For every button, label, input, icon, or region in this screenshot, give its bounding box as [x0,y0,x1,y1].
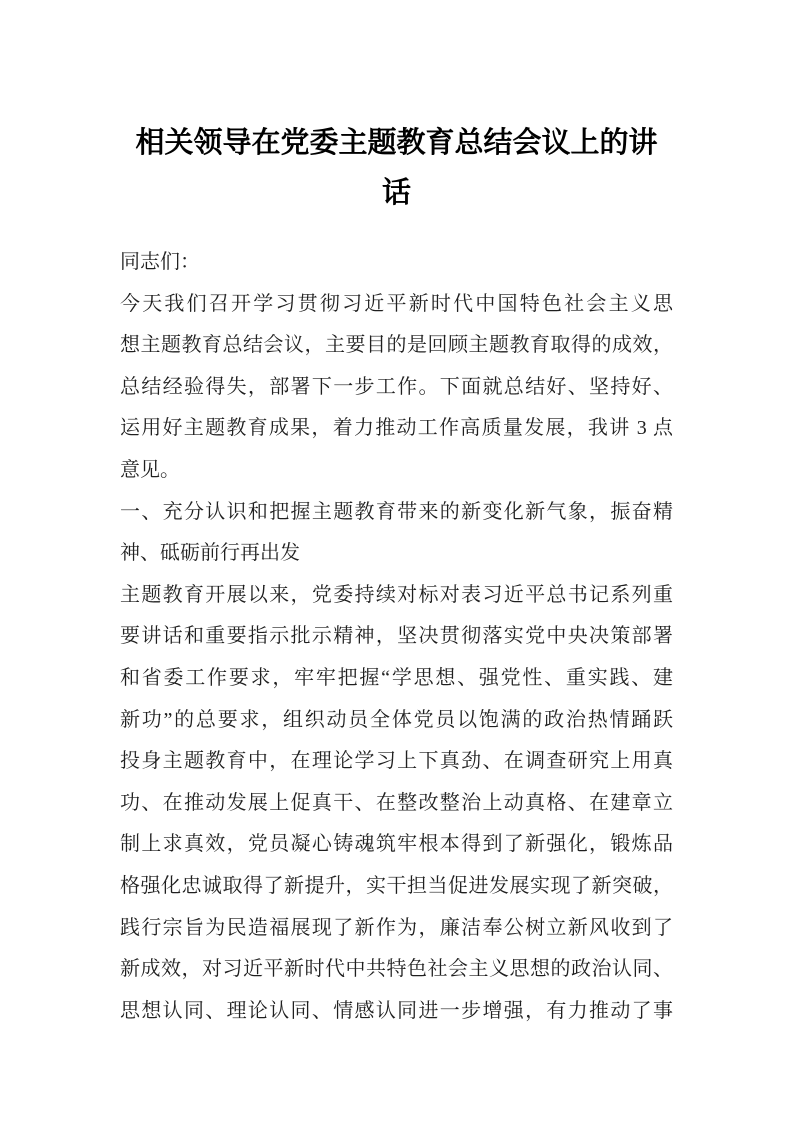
text-line: 和省委工作要求，牢牢把握“学思想、强党性、重实践、建 [120,666,673,689]
text-line: 格强化忠诚取得了新提升，实干担当促进发展实现了新突破， [120,874,673,897]
text-line: 制上求真效，党员凝心铸魂筑牢根本得到了新强化，锻炼品 [120,833,673,856]
document-body [120,242,673,1032]
text-line: 投身主题教育中，在理论学习上下真劲、在调查研究上用真 [120,750,673,773]
paragraph-1 [120,242,673,284]
title-line: 相关领导在党委主题教育总结会议上的讲 [135,127,658,159]
text-line: 思想认同、理论认同、情感认同进一步增强，有力推动了事 [120,999,673,1022]
text-line: 运用好主题教育成果，着力推动工作高质量发展，我讲 3 点 [120,417,673,440]
text-line: 意见。 [120,458,180,481]
text-line: 同志们： [120,251,200,273]
text-line: 总结经验得失，部署下一步工作。下面就总结好、坚持好、 [120,375,673,398]
text-line: 神、砥砺前行再出发 [120,542,300,565]
text-line: 一、充分认识和把握主题教育带来的新变化新气象，振奋精 [120,500,673,523]
paragraph-2 [120,284,673,492]
paragraph-4 [120,575,673,1033]
document-title [120,118,673,218]
title-line: 话 [381,177,411,209]
text-line: 功、在推动发展上促真干、在整改整治上动真格、在建章立 [120,791,673,814]
text-line: 想主题教育总结会议，主要目的是回顾主题教育取得的成效， [120,334,673,357]
text-line: 今天我们召开学习贯彻习近平新时代中国特色社会主义思 [120,292,673,315]
paragraph-3 [120,492,673,575]
text-line: 新功”的总要求，组织动员全体党员以饱满的政治热情踊跃 [120,708,673,731]
text-line: 主题教育开展以来，党委持续对标对表习近平总书记系列重 [120,583,673,606]
text-line: 新成效，对习近平新时代中共特色社会主义思想的政治认同、 [120,958,673,981]
text-line: 要讲话和重要指示批示精神，坚决贯彻落实党中央决策部署 [120,625,673,648]
text-line: 践行宗旨为民造福展现了新作为，廉洁奉公树立新风收到了 [120,916,673,939]
